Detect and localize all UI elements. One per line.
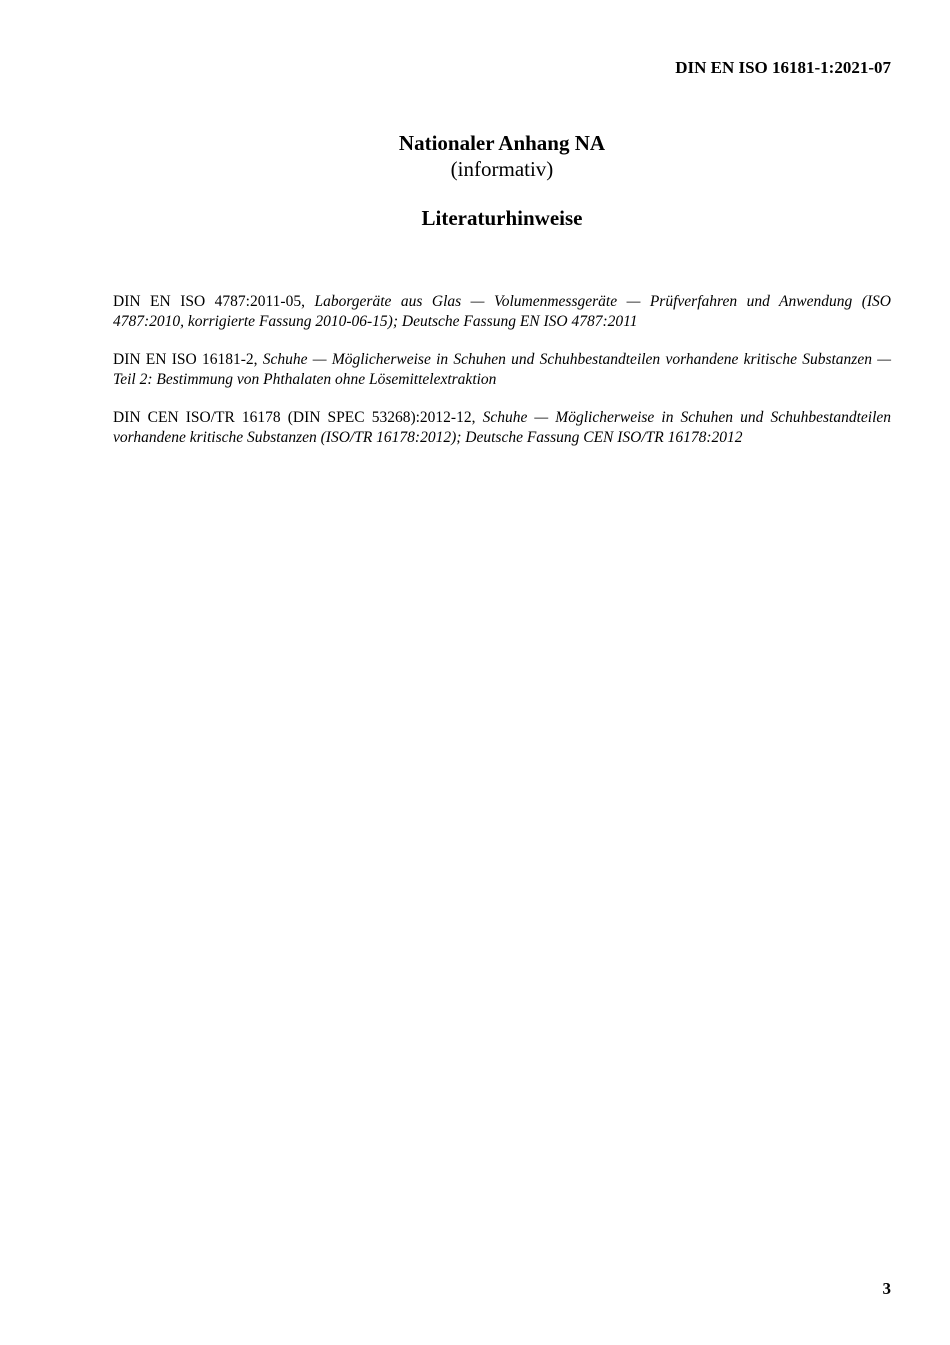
reference-list [113,292,891,466]
reference-designation: DIN CEN ISO/TR 16178 (DIN SPEC 53268):2012-12, [113,409,476,426]
reference-title: Schuhe — Möglicherweise in Schuhen und Schuhbestandteilen vorhandene kritische Substanzen (ISO/TR 16178:2012); Deutsche Fassung CEN ISO/TR 16178:2012 [113,409,892,446]
reference-title: Schuhe — Möglicherweise in Schuhen und Schuhbestandteilen vorhandene kritische Substanzen — Teil 2: Bestimmung von Phthalaten ohne Lösemittelextraktion [113,351,892,388]
section-title: Literaturhinweise [421,206,583,230]
reference-item [113,350,891,389]
annex-subtitle: (informativ) [450,157,554,181]
reference-item [113,408,891,447]
reference-item [113,292,891,331]
reference-title: Laborgeräte aus Glas — Volumenmessgeräte — Prüfverfahren und Anwendung (ISO 4787:2010, korrigierte Fassung 2010-06-15); Deutsche Fassung EN ISO 4787:2011 [113,293,891,330]
document-id: DIN EN ISO 16181-1:2021-07 [675,58,891,77]
reference-designation: DIN EN ISO 4787:2011-05, [113,293,305,310]
annex-title: Nationaler Anhang NA [398,131,606,155]
reference-designation: DIN EN ISO 16181-2, [113,351,258,368]
page-number: 3 [882,1279,891,1298]
